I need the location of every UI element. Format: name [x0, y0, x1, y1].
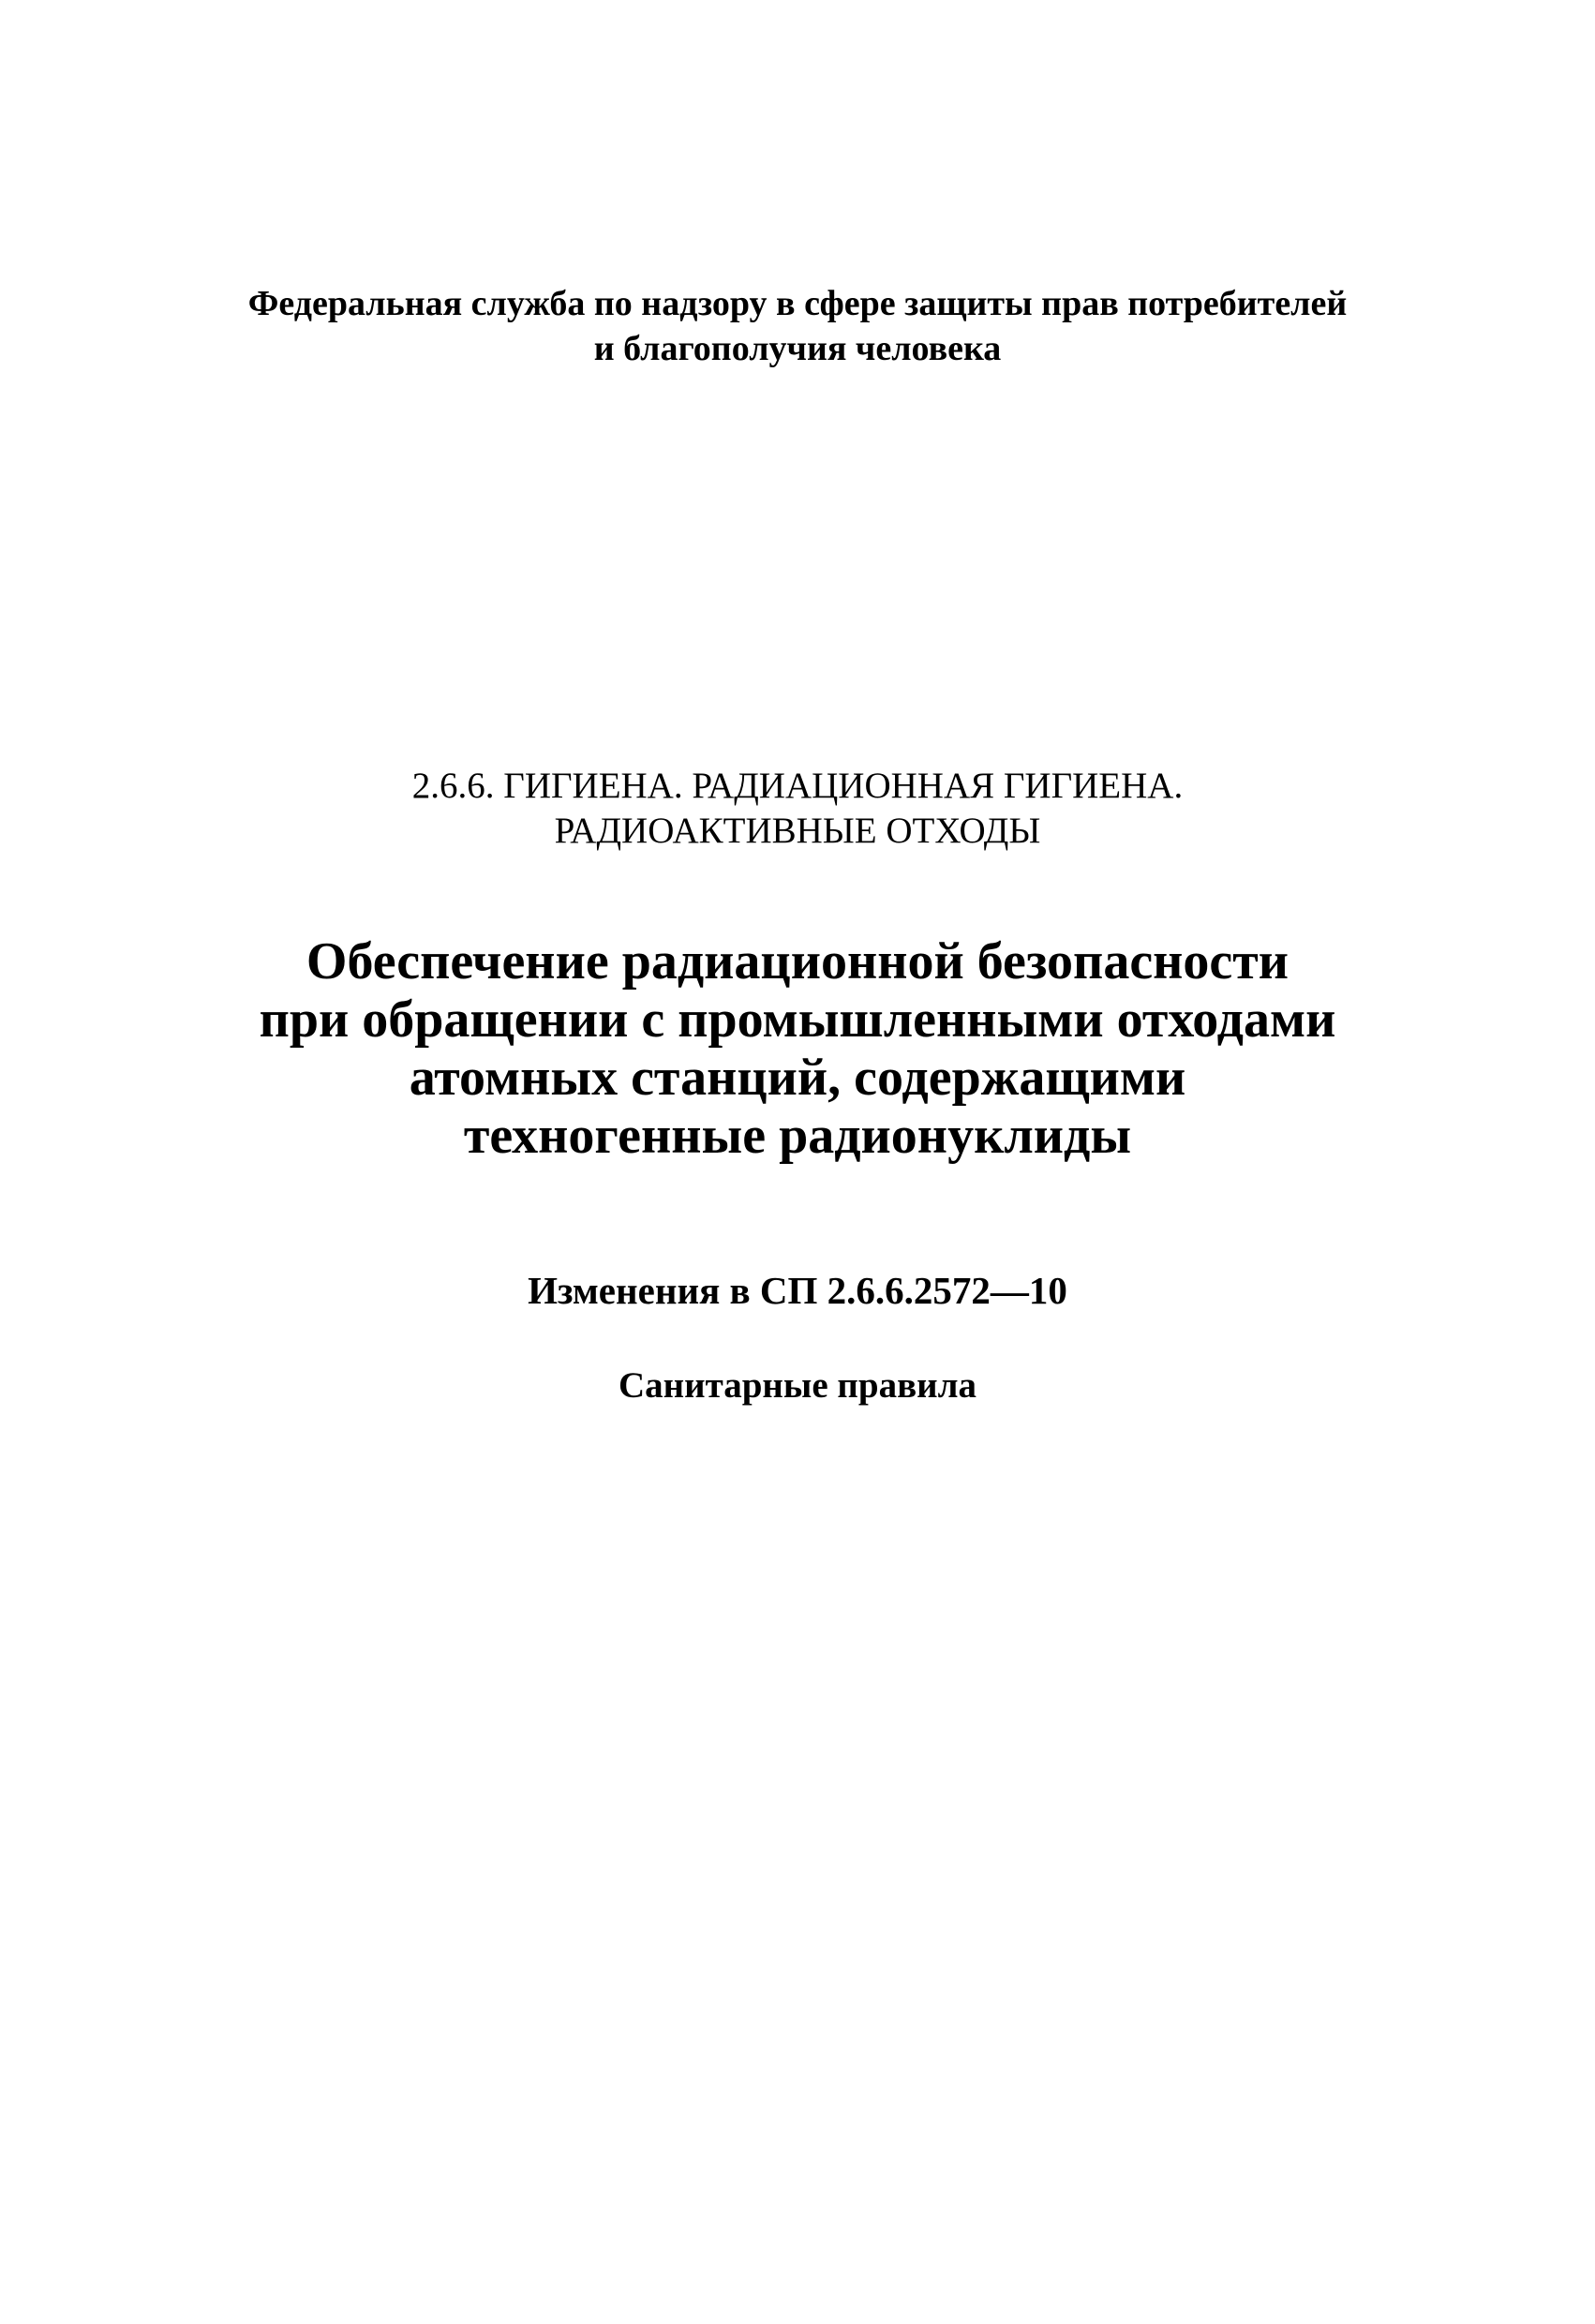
- document-series: [0, 764, 1595, 854]
- document-type-text: Санитарные правила: [619, 1365, 976, 1406]
- series-line-1: 2.6.6. ГИГИЕНА. РАДИАЦИОННАЯ ГИГИЕНА.: [411, 766, 1184, 806]
- series-line-2: РАДИОАКТИВНЫЕ ОТХОДЫ: [554, 811, 1041, 851]
- title-line-1: Обеспечение радиационной безопасности: [306, 932, 1289, 991]
- title-line-3: атомных станций, содержащими: [409, 1049, 1186, 1107]
- amendment-reference: [0, 1267, 1595, 1314]
- document-type: [0, 1363, 1595, 1408]
- document-title: [0, 932, 1595, 1165]
- title-line-2: при обращении с промышленными отходами: [259, 991, 1336, 1049]
- agency-line-1: Федеральная служба по надзору в сфере защиты прав потребителей: [247, 284, 1348, 323]
- amendment-text: Изменения в СП 2.6.6.2572—10: [528, 1269, 1067, 1312]
- agency-line-2: и благополучия человека: [593, 329, 1002, 368]
- issuing-agency: [0, 281, 1595, 371]
- title-line-4: техногенные радионуклиды: [463, 1107, 1132, 1165]
